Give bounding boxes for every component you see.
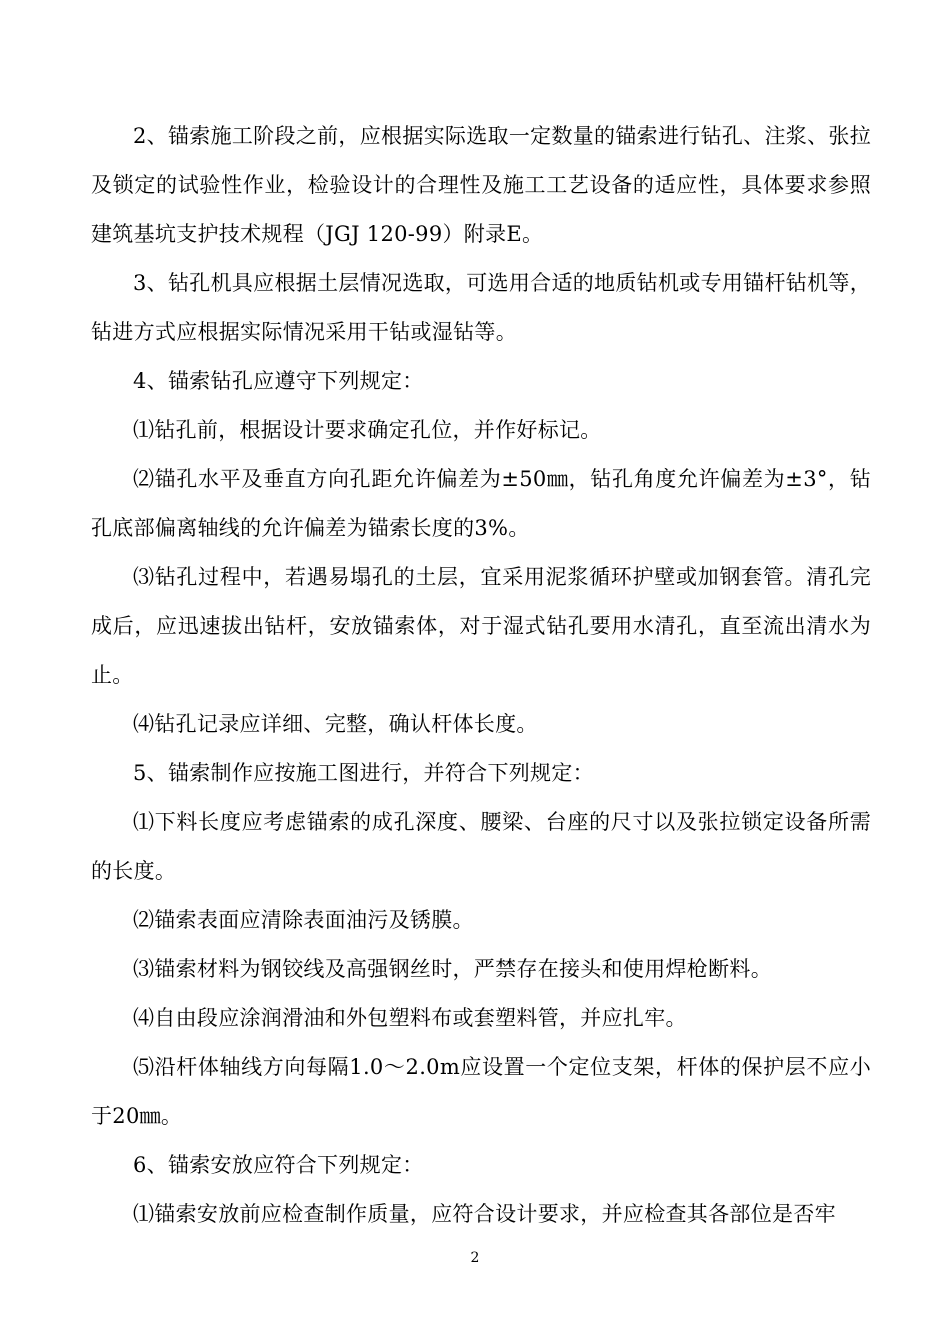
page-number: 2 [470, 1250, 480, 1266]
document-body [91, 112, 871, 1239]
paragraph-drilling-rule-4: ⑷钻孔记录应详细、完整，确认杆体长度。 [133, 712, 538, 736]
paragraph-fabrication-rule-5: ⑸沿杆体轴线方向每隔1.0～2.0m应设置一个定位支架，杆体的保护层不应小于20㎜。 [91, 1055, 871, 1128]
paragraph-placement-heading: 6、锚索安放应符合下列规定： [133, 1153, 424, 1177]
paragraph-drilling-rules-heading: 4、锚索钻孔应遵守下列规定： [133, 369, 424, 393]
paragraph-drilling-rule-3: ⑶钻孔过程中，若遇易塌孔的土层，宜采用泥浆循环护壁或加钢套管。清孔完成后，应迅速拔出钻杆，安放锚索体，对于湿式钻孔要用水清孔，直至流出清水为止。 [91, 565, 871, 687]
paragraph-fabrication-rule-4: ⑷自由段应涂润滑油和外包塑料布或套塑料管，并应扎牢。 [133, 1006, 687, 1030]
paragraph-fabrication-rule-3: ⑶锚索材料为钢铰线及高强钢丝时，严禁存在接头和使用焊枪断料。 [133, 957, 772, 981]
paragraph-drilling-rule-1: ⑴钻孔前，根据设计要求确定孔位，并作好标记。 [133, 418, 602, 442]
paragraph-anchor-test: 2、锚索施工阶段之前，应根据实际选取一定数量的锚索进行钻孔、注浆、张拉及锁定的试验性作业，检验设计的合理性及施工工艺设备的适应性，具体要求参照建筑基坑支护技术规程（JGJ 120-99）附录E。 [91, 124, 871, 246]
paragraph-fabrication-heading: 5、锚索制作应按施工图进行，并符合下列规定： [133, 761, 594, 785]
paragraph-fabrication-rule-1: ⑴下料长度应考虑锚索的成孔深度、腰梁、台座的尺寸以及张拉锁定设备所需的长度。 [91, 810, 871, 883]
paragraph-drilling-rule-2: ⑵锚孔水平及垂直方向孔距允许偏差为±50㎜，钻孔角度允许偏差为±3°，钻孔底部偏离轴线的允许偏差为锚索长度的3%。 [91, 467, 871, 540]
paragraph-drilling-tools: 3、钻孔机具应根据土层情况选取，可选用合适的地质钻机或专用锚杆钻机等，钻进方式应根据实际情况采用干钻或湿钻等。 [91, 271, 871, 344]
paragraph-fabrication-rule-2: ⑵锚索表面应清除表面油污及锈膜。 [133, 908, 474, 932]
paragraph-placement-rule-1: ⑴锚索安放前应检查制作质量，应符合设计要求，并应检查其各部位是否牢 [133, 1202, 836, 1226]
